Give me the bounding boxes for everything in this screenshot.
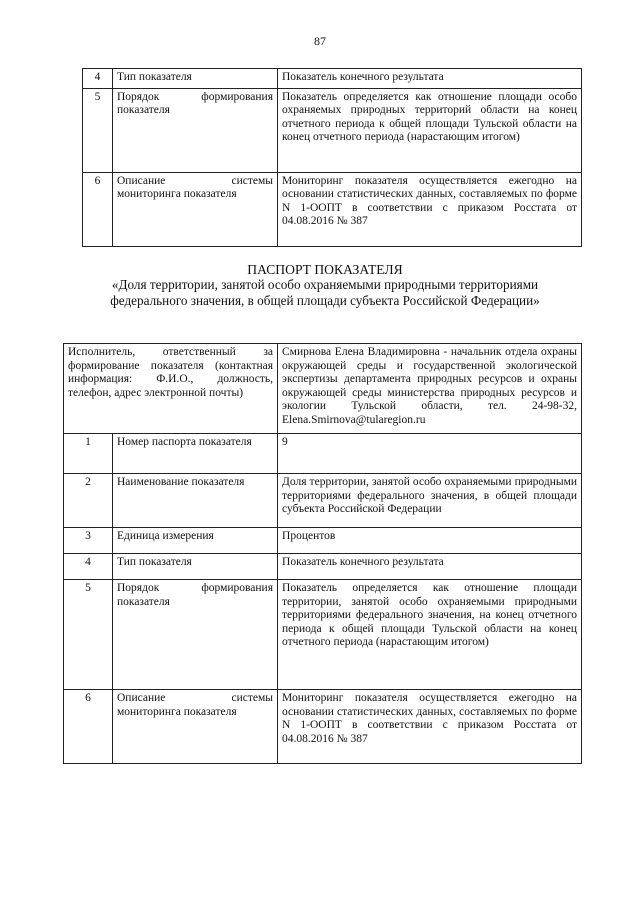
row-label: Описание системы мониторинга показателя (113, 690, 278, 764)
row-label: Единица измерения (113, 528, 278, 554)
executor-label: Исполнитель, ответственный за формирование показателя (контактная информация: Ф.И.О., должность, телефон, адрес электронной почты) (64, 344, 278, 434)
table-row (64, 580, 582, 690)
row-number: 4 (64, 554, 113, 580)
passport-subtitle: «Доля территории, занятой особо охраняемыми природными территориями федерального значения, в общей площади субъекта Российской Федерации» (110, 277, 540, 308)
row-number: 6 (83, 172, 113, 246)
table-row (64, 554, 582, 580)
row-value: Мониторинг показателя осуществляется ежегодно на основании статистических данных, составляемых по форме N 1-ООПТ в соответствии с приказом Росстата от 04.08.2016 № 387 (278, 172, 582, 246)
table-row (83, 69, 582, 89)
row-number: 3 (64, 528, 113, 554)
table-row (83, 88, 582, 172)
row-label: Порядок формирования показателя (113, 88, 278, 172)
table-row (64, 528, 582, 554)
row-value: Показатель определяется как отношение площади территории, занятой особо охраняемыми природными территориями федерального значения, на конец отчетного периода к общей площади Тульской области на конец отчетного периода (нарастающим итогом) (278, 580, 582, 690)
row-number: 4 (83, 69, 113, 89)
table-row (64, 474, 582, 528)
table-row (64, 434, 582, 474)
table-row (83, 172, 582, 246)
passport-heading: ПАСПОРТ ПОКАЗАТЕЛЯ (247, 262, 403, 277)
row-number: 6 (64, 690, 113, 764)
row-number: 2 (64, 474, 113, 528)
row-label: Порядок формирования показателя (113, 580, 278, 690)
row-value: Показатель определяется как отношение площади особо охраняемых природных территорий области на конец отчетного периода к общей площади Тульской области на конец отчетного периода (нарастающим итогом) (278, 88, 582, 172)
row-label: Тип показателя (113, 69, 278, 89)
row-value: Доля территории, занятой особо охраняемыми природными территориями федерального значения, в общей площади субъекта Российской Федерации (278, 474, 582, 528)
row-label: Описание системы мониторинга показателя (113, 172, 278, 246)
executor-value: Смирнова Елена Владимировна - начальник отдела охраны окружающей среды и государственной экологической экспертизы департамента природных ресурсов и охраны окружающей среды министерства природных ресурсов и экологии Тульской области, тел. 24-98-32, Elena.Smirnova@tularegion.ru (278, 344, 582, 434)
row-number: 5 (83, 88, 113, 172)
top-indicator-table (82, 68, 582, 247)
row-label: Тип показателя (113, 554, 278, 580)
row-value: Процентов (278, 528, 582, 554)
passport-table (63, 343, 582, 764)
row-value: Показатель конечного результата (278, 554, 582, 580)
table-row (64, 690, 582, 764)
page-number: 87 (314, 34, 326, 48)
row-label: Наименование показателя (113, 474, 278, 528)
row-number: 5 (64, 580, 113, 690)
row-label: Номер паспорта показателя (113, 434, 278, 474)
passport-title-block (90, 262, 560, 308)
row-value: Мониторинг показателя осуществляется ежегодно на основании статистических данных, составляемых по форме N 1-ООПТ в соответствии с приказом Росстата от 04.08.2016 № 387 (278, 690, 582, 764)
row-value: Показатель конечного результата (278, 69, 582, 89)
row-number: 1 (64, 434, 113, 474)
row-value: 9 (278, 434, 582, 474)
executor-row (64, 344, 582, 434)
